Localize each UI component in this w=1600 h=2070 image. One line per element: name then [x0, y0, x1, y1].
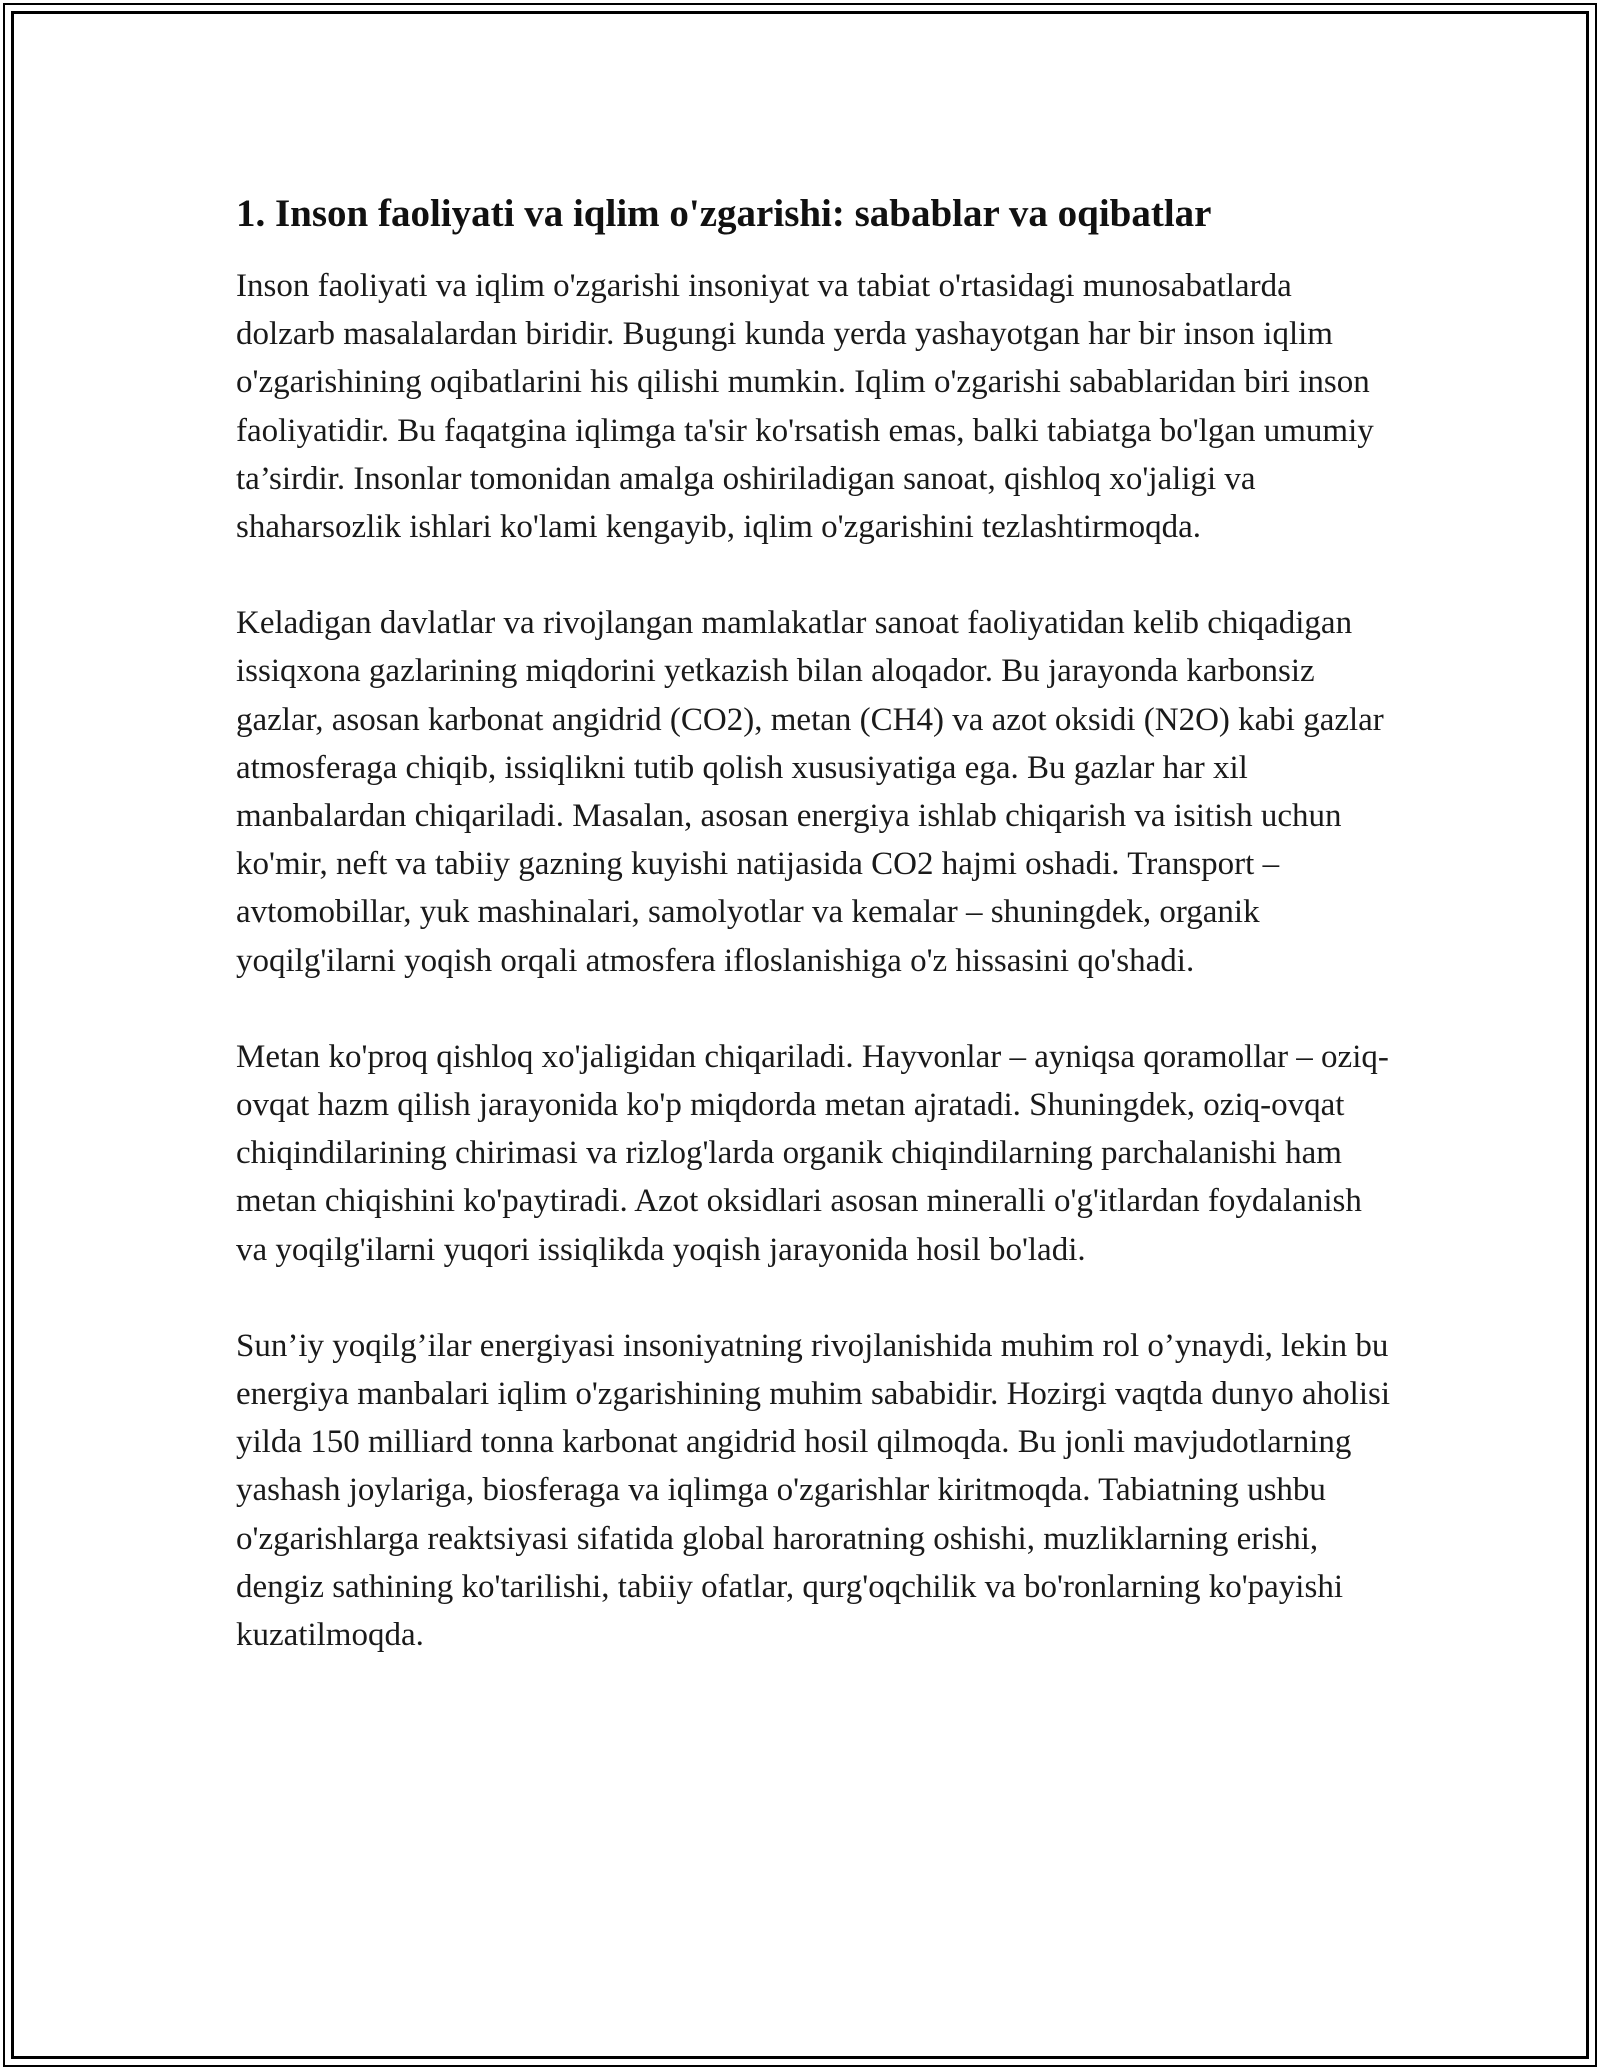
paragraph-3: Metan ko'proq qishloq xo'jaligidan chiqariladi. Hayvonlar – ayniqsa qoramollar – oziq-ovqat hazm qilish jarayonida ko'p miqdorda metan ajratadi. Shuningdek, oziq-ovqat chiqindilarining chirimasi va rizlog'larda organik chiqindilarning parchalanishi ham metan chiqishini ko'paytiradi. Azot oksidlari asosan mineralli o'g'itlardan foydalanish va yoqilg'ilarni yuqori issiqlikda yoqish jarayonida hosil bo'ladi. [236, 1038, 1389, 1268]
paragraph-2: Keladigan davlatlar va rivojlangan mamlakatlar sanoat faoliyatidan kelib chiqadigan issiqxona gazlarining miqdorini yetkazish bilan aloqador. Bu jarayonda karbonsiz gazlar, asosan karbonat angidrid (CO2), metan (CH4) va azot oksidi (N2O) kabi gazlar atmosferaga chiqib, issiqlikni tutib qolish xususiyatiga ega. Bu gazlar har xil manbalardan chiqariladi. Masalan, asosan energiya ishlab chiqarish va isitish uchun ko'mir, neft va tabiiy gazning kuyishi natijasida CO2 hajmi oshadi. Transport – avtomobillar, yuk mashinalari, samolyotlar va kemalar – shuningdek, organik yoqilg'ilarni yoqish orqali atmosfera ifloslanishiga o'z hissasini qo'shadi. [236, 605, 1384, 979]
paragraph-1: Inson faoliyati va iqlim o'zgarishi insoniyat va tabiat o'rtasidagi munosabatlarda dolzarb masalalardan biridir. Bugungi kunda yerda yashayotgan har bir inson iqlim o'zgarishining oqibatlarini his qilishi mumkin. Iqlim o'zgarishi sabablaridan biri inson faoliyatidir. Bu faqatgina iqlimga ta'sir ko'rsatish emas, balki tabiatga bo'lgan umumiy ta’sirdir. Insonlar tomonidan amalga oshiriladigan sanoat, qishloq xo'jaligi va shaharsozlik ishlari ko'lami kengayib, iqlim o'zgarishini tezlashtirmoqda. [236, 268, 1374, 546]
section-heading: 1. Inson faoliyati va iqlim o'zgarishi: sabablar va oqibatlar [236, 192, 1212, 235]
paragraph-4: Sun’iy yoqilg’ilar energiyasi insoniyatning rivojlanishida muhim rol o’ynaydi, lekin bu energiya manbalari iqlim o'zgarishining muhim sababidir. Hozirgi vaqtda dunyo aholisi yilda 150 milliard tonna karbonat angidrid hosil qilmoqda. Bu jonli mavjudotlarning yashash joylariga, biosferaga va iqlimga o'zgarishlar kiritmoqda. Tabiatning ushbu o'zgarishlarga reaktsiyasi sifatida global haroratning oshishi, muzliklarning erishi, dengiz sathining ko'tarilishi, tabiiy ofatlar, qurg'oqchilik va bo'ronlarning ko'payishi kuzatilmoqda. [236, 1327, 1391, 1654]
document-body [236, 186, 1396, 1707]
